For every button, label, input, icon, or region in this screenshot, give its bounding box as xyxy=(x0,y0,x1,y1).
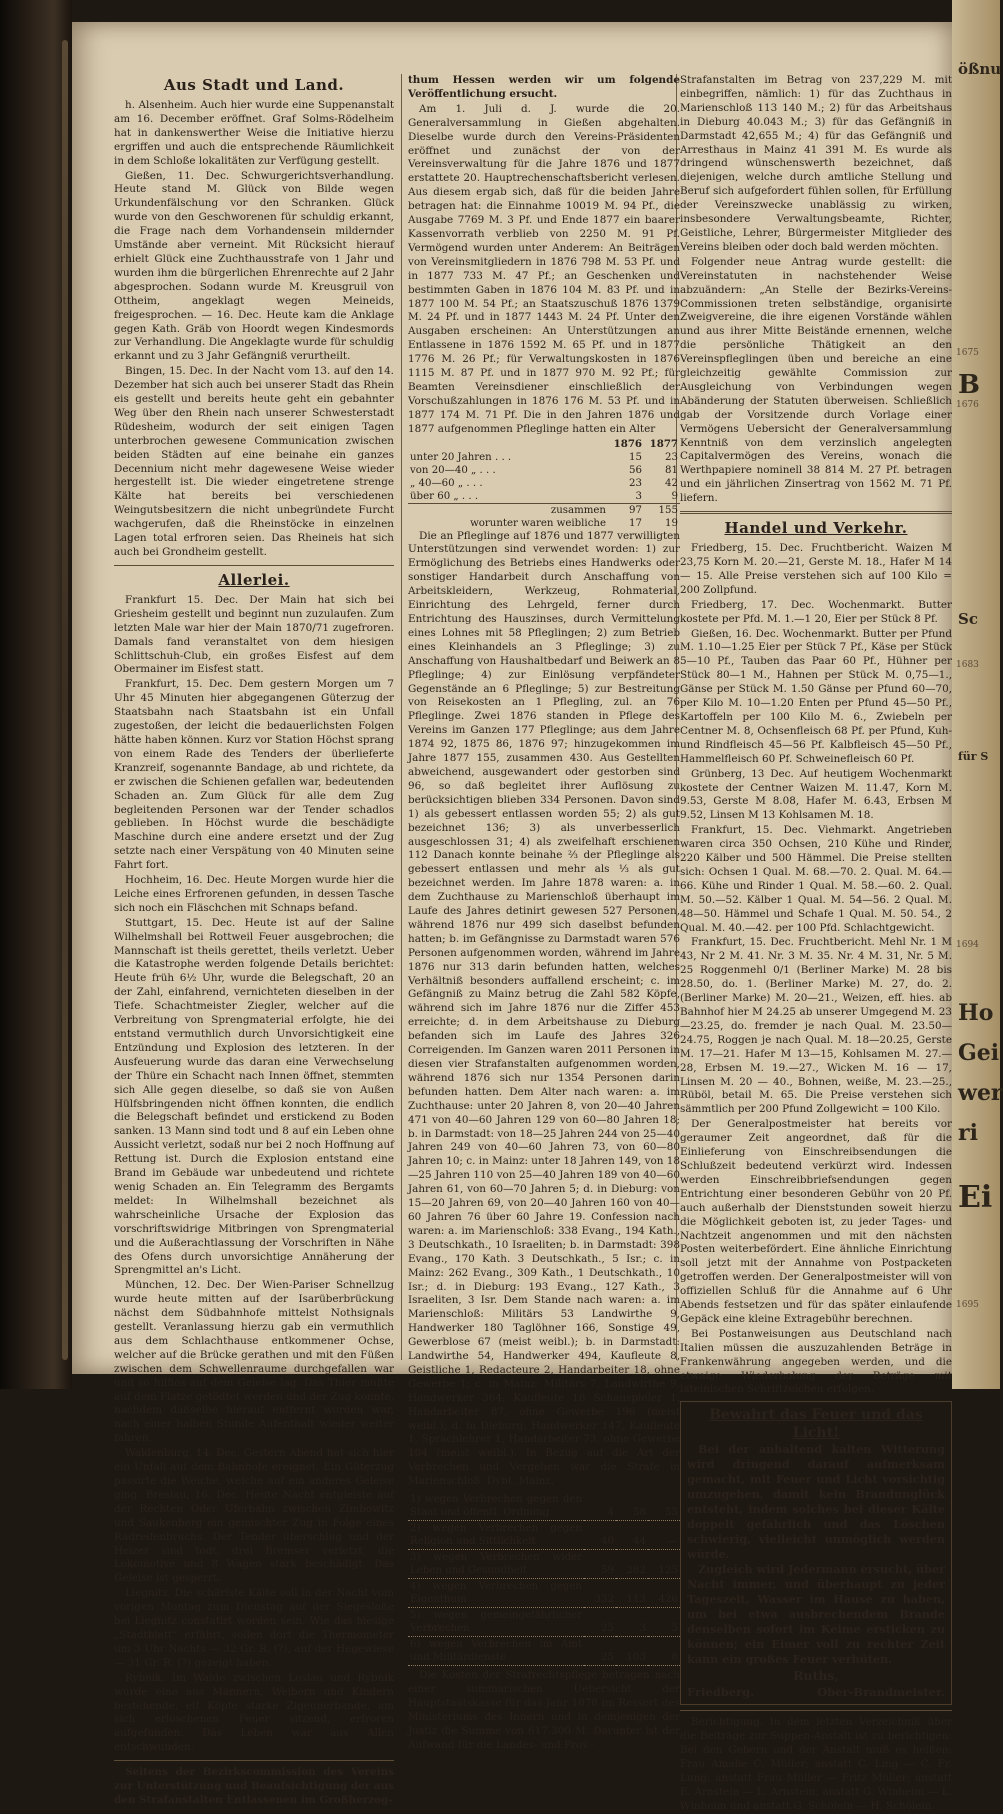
column-trade xyxy=(680,74,952,1812)
edge-fragment: Ho xyxy=(958,1000,994,1026)
year-header: 1877 xyxy=(649,437,678,450)
edge-fragment: ößnu xyxy=(958,60,1002,78)
table-row xyxy=(408,451,680,464)
cell-value: 81 xyxy=(665,464,678,476)
cell-value: 5 xyxy=(648,1608,680,1637)
cell-value: 17 xyxy=(629,517,642,529)
article-paragraph: h. Alsenheim. Auch hier wurde eine Suppenanstalt am 16. December eröffnet. Graf Solms-Rödelheim hat in dankenswerther Weise die Initiative hierzu ergriffen und auch die entsprechende Räumlichkeit in dem Schloße lokalitäten zur Verfügung gestellt. xyxy=(114,99,394,167)
cell-value: 282 xyxy=(616,1550,648,1579)
article-paragraph: Strafanstalten im Betrag von 237,229 M. mit einbegriffen, nämlich: 1) für das Zuchthaus in Marienschloß 113 140 M.; 2) für das Arbeitshaus in Dieburg 40.043 M.; 3) für das Gefängniß in Darmstadt 42,655 M.; 4) für das Gefängniß und Arresthaus in Mainz 41 391 M. Es wurde als dringend wünschenswerth bezeichnet, daß diejenigen, welche durch amtliche Stellung und Beruf sich aufgefordert fühlen sollen, für Erfüllung der Vereinszwecke unablässig zu wirken, insbesondere Verwaltungsbeamte, Richter, Geistliche, Lehrer, Bürgermeister Mitglieder des Vereins bleiben oder doch bald werden möchten. xyxy=(680,74,952,253)
cell-value: 42 xyxy=(665,477,678,489)
table-header-row xyxy=(408,438,680,451)
notice-body: Zugleich wird Jedermann ersucht, über Nacht immer, und überhaupt zu jeder Tageszeit, Wasser im Hause zu haben, um bei etwa ausbrechendem Brande denselben sofort im Keime ersticken zu können; ein Eimer voll zu rechter Zeit kann ein großes Feuer verhüten. xyxy=(687,1562,945,1667)
market-report: Gießen, 16. Dec. Wochenmarkt. Butter per Pfund M. 1.10—1.25 Eier per Stück 7 Pf., Käse per Stück 5—10 Pf., Tauben das Paar 60 Pf., Hühner per Stück 80—1 M., Hahnen per Stück M. 0,75—1., Gänse per Stück M. 1.50 Gänse per Pfund 60—70, per Kilo M. 10—1.20 Enten per Pfund 45—50 Pf., Kartoffeln per 100 Kilo M. 6., Zwiebeln per Centner M. 8, Ochsenfleisch 68 Pf. per Pfund, Kuh- und Rindfleisch 45—56 Pf. Kalbfleisch 45—50 Pf., Hammelfleisch 60 Pf. Schweinefleisch 60 Pf. xyxy=(680,627,952,765)
table-row xyxy=(408,1521,680,1550)
article-paragraph: Folgender neue Antrag wurde gestellt: die Vereinstatuten in nachstehender Weise abzuändern: „An Stelle der Bezirks-Vereins-Commissionen treten selbständige, organisirte Zweigvereine, die ihre eigenen Vorstände wählen und aus ihrer Mitte Beistände ernennen, welche die persönliche Thätigkeit an den Vereinspfleglingen üben und bereiche an eine gleichzeitig gewählte Commission zur Ausgleichung von Verbindungen wegen Abänderung der Statuten überweisen. Schließlich gab der Vorsitzende durch Vorlage einer Vermögens Uebersicht der Generalversammlung Kenntniß von dem verzinslich angelegten Capitalvermögen des Vereins, wonach die Werthpapiere nominell 38 814 M. 27 Pf. betragen und ein jährlichen Zinsertrag von 1562 M. 71 Pf. liefern. xyxy=(680,255,952,505)
cell-value: 113 xyxy=(616,1579,648,1608)
cell-value: 40 xyxy=(584,1521,616,1550)
cell-value: 23 xyxy=(629,477,642,489)
notice-signer: Ruths, xyxy=(793,1668,839,1684)
correction-notice: Berichtigung. In dem letzten Verzeichniß über die Beiträge zur Suppen-Anstalt ist zu berichtigen: Bei den Gebern und der Anstalt muß es heißen: Frau Amalie C. Müller; anstatt C. Ling — C. Fr. Lung; anstatt Frau Müller — Fritz Müller; anstatt E. Arnstein — L. Arnstein; anstatt G. Winheim — L. Winheim und anstatt G. Schölein — H. Schölein. xyxy=(680,1716,952,1812)
cell-value: 125 xyxy=(648,1550,680,1579)
year-header: 1876 xyxy=(613,437,642,450)
edge-fragment: Gei xyxy=(958,1040,1000,1066)
notice-place: Friedberg. xyxy=(687,1685,755,1700)
book-binding xyxy=(0,0,72,1389)
market-report: Frankfurt, 15. Dec. Viehmarkt. Angetrieben waren circa 350 Ochsen, 210 Kühe und Rinder, 220 Kälber und 500 Hämmel. Die Preise stellten sich: Ochsen 1 Qual. M. 68.—70. 2. Qual. M. 64.—66. Kühe und Rinder 1 Qual. M. 58.—60. 2. Qual. M. 50.—52. Kälber 1 Qual. M. 54—56. 2 Qual. M. 48—50. Hämmel und Schafe 1 Qual. M. 50. 54., 2 Qual. M. 40.—42. per 100 Pfd. Schlachtgewicht. xyxy=(680,824,952,934)
column-local-news xyxy=(114,74,394,1806)
age-statistics-table xyxy=(408,438,680,530)
article-paragraph: Seitens der Bezirkscommission des Vereins zur Unterstützung und Beaufsichtigung der aus den Strafanstalten Entlassenen im Großherzog- xyxy=(114,1766,394,1806)
article-paragraph: Die an Pfleglinge auf 1876 und 1877 verwilligten Unterstützungen sind verwendet worden: 1) zur Ermöglichung des Betriebs eines Handwerks oder sonstiger Handarbeit durch Anschaffung von Arbeitskleidern, Werkzeug, Rohmaterial, Einrichtung des Lehrgeld, ferner durch Entrichtung des Hauszinses, durch Vermittelung eines Lohnes mit 58 Pfleglingen; 2) zum Betrieb eines Kleinhandels an 3 Pfleglinge; 3) zu Anschaffung von Haushaltbedarf und Beiwerk an 8 Pfleglinge; 4) zur Einlösung verpfändeter Gegenstände an 6 Pfleglinge; 5) zur Bestreitung von Reisekosten an 1 Pflegling, zul. an 76 Pfleglinge. Zwei 1876 standen in Pflege des Vereins im Ganzen 177 Pfleglinge; aus dem Jahre 1874 92, 1875 86, 1876 97; hinzugekommen im Jahre 1877 155, zusammen 430. Aus Gestellten abweichend, ausgewandert oder gestorben sind 96, so daß begleitet ihrer Auflösung zu berücksichtigen blieben 334 Personen. Davon sind 1) als gebessert entlassen worden 55; 2) als gut bezeichnet 136; 3) als unverbesserlich ausgeschlossen 31; 4) als zweifelhaft erschienen 112 Danach konnte beinahe ⅔ der Pfleglinge als gebessert entlassen und mehr als ⅓ als gut bezeichnet werden. Im Jahre 1878 waren: a. in dem Zuchthause zu Marienschloß überhaupt im Laufe des Jahres detinirt gewesen 527 Personen, während 1876 nur 499 sich daselbst befunden hatten; b. im Gefängnisse zu Darmstadt waren 576 Personen aufgenommen worden, während im Jahre 1876 nur 313 darin befunden hatten, welches Verhältniß besonders auffallend erscheint; c. im Gefängniß zu Mainz betrug die Zahl 582 Köpfe, während sich im Jahre 1876 nur die Ziffer 453 erreichte; d. in dem Arbeitshause zu Dieburg befanden sich im Laufe des Jahres 326 Correigenden. Im Ganzen waren 2011 Personen in diesen vier Strafanstalten aufgenommen worden, während 1876 sich nur 1354 Personen darin befunden hatten. Dem Alter nach waren: a. im Zuchthause: unter 20 Jahren 8, von 20—40 Jahren 471 von 40—60 Jahren 129 von 60—80 Jahren 18; b. in Darmstadt: von 18—25 Jahren 244 von 25—40 Jahren 249 von 40—60 Jahren 73, von 60—80 Jahren 10; c. in Mainz: unter 18 Jahren 149, von 18—25 Jahren 110 von 25—40 Jahren 189 von 40—60 Jahren 61, von 60—70 Jahren 5; d. in Dieburg: von 15—20 Jahren 69, von 20—40 Jahren 160 von 40—60 Jahren 76 über 60 Jahre 19. Confession nach waren: a. im Marienschloß: 338 Evang., 194 Kath., 3 Deutschkath., 10 Israeliten; b. in Darmstadt: 398 Evang., 170 Kath. 3 Deutschkath., 5 Isr.; c. in Mainz: 262 Evang., 309 Kath., 1 Deutschkath., 10 Isr.; d. in Dieburg: 193 Evang., 127 Kath., 3 Israeliten, 3 Isr. Dem Stande nach waren: a. im Marienschloß: Militärs 53 Landwirthe 9, Handwerker 180 Taglöhner 166, Sonstige 49, Gewerblose 67 (meist weibl.); b. in Darmstadt: Landwirthe 54, Handwerker 494, Kaufleute 8, Geistliche 1, Redacteure 2, Handarbeiter 18, ohne Gewerbe 1; c. in Mainz: Militärs 7, Landwirthe 9, Handwerker 364, Kaufleute 18 Schauspieler 1, Handarbeiter 87, ohne Gewerbe 196 (meist weibl.); d. in Dieburg: Handwerker 147, Kaufleute 1, Sprachlehrer 1, Handarbeiter 73, ohne Gewerbe 104 (meist weibl.). In Bezug auf die Art der Verbrechen und Vergehen war die Strafe in Marienschloß. Dybt. Mainz. xyxy=(408,529,680,1488)
notice-title: Bewahrt das Feuer und das Licht! xyxy=(709,1407,923,1442)
table-row xyxy=(408,517,680,530)
article-paragraph: Bingen, 15. Dec. In der Nacht vom 13. auf den 14. Dezember hat sich auch bei unserer Stadt das Rhein eis gestellt und bereits heute geht ein gebahnter Weg über den Rhein nach unserer Schwesterstadt Rüdesheim, wodurch der seit einigen Tagen unterbrochen gewesene Communication zwischen beiden Städten auf eine beinahe ein ganzes Decennium nicht mehr dagewesene Weise wieder hergestellt ist. Die wieder eingetretene strenge Kälte hat bereits bei verschiedenen Weingutsbesitzern die nicht unbegründete Furcht wachgerufen, daß die Rheinstöcke in einzelnen Lagen total erfroren seien. Das Rheineis hat sich auch bei Grondheim gestellt. xyxy=(114,365,394,558)
row-label: 1) wegen Verbrechen gegen den Staat und öffentl. Ordnung xyxy=(408,1492,584,1521)
cell-value: 4 xyxy=(584,1492,616,1521)
edge-fragment: Sc xyxy=(958,610,978,628)
cell-value: 44 xyxy=(616,1521,648,1550)
edge-mark: 1676 xyxy=(956,400,979,410)
cell-value: 8 xyxy=(648,1637,680,1666)
adjacent-page-edge xyxy=(952,0,1003,1389)
cell-value: — xyxy=(648,1521,680,1550)
divider xyxy=(680,511,952,514)
article-paragraph: Waldenburg, 14. Dec. Gestern Abend hat sich hier ein Unfall auf dem Bahnhofe ereignet. Ein Güterzug passirte die Weiche, welche auf ein anderes Geleise ging. Breslau, 16. Dec. Heute Nacht entgleiste auf der Rechten Oder Uferbahn zwischen Zimbowitz und Saukenberg ein gemischter Zug in Folge eines Radreifenbruchs. Der Tender überschlug und der Heizer sind todt, drei Bremser verletzt, die Lokomotive und 8 Wagen stark beschädigt. Das Geleise ist gesperrt. xyxy=(114,1447,394,1585)
table-row xyxy=(408,1550,680,1579)
row-label: 4) wegen Verbrechen gegen Eigenthum xyxy=(408,1579,584,1608)
cell-value: 155 xyxy=(644,503,680,517)
edge-fragment: wer xyxy=(958,1080,1003,1106)
section-heading-miscellany: Allerlei. xyxy=(218,570,290,589)
divider xyxy=(114,565,394,566)
edge-mark: 1694 xyxy=(956,940,979,950)
cell-value: 19 xyxy=(665,517,678,529)
article-paragraph: Frankfurt, 15. Dec. Dem gestern Morgen um 7 Uhr 45 Minuten hier abgegangenen Güterzug der Staatsbahn nach Staatsbahn ist ein Unfall zugestoßen, der leicht die bedauerlichsten Folgen hätte haben können. Kurz vor Station Höchst sprang von einem Rade des Tenders der überlieferte Kranzreif, sogenannte Bandage, ab und richtete, da er zwischen die Schienen gefallen war, bedeutenden Schaden an. Zum Glück für alle dem Zug begleitenden Personen war der Tender schadlos geblieben. In Höchst wurde die beschädigte Maschine durch eine andere ersetzt und der Zug setzte nach einer Verspätung von 40 Minuten seine Fahrt fort. xyxy=(114,678,394,872)
table-row xyxy=(408,1492,680,1521)
edge-mark: 1695 xyxy=(956,1300,979,1310)
row-label: „ 40—60 „ . . . xyxy=(410,477,483,489)
column-society-report xyxy=(408,74,680,1751)
section-heading-trade: Handel und Verkehr. xyxy=(724,519,908,538)
table-sum-row xyxy=(408,503,680,517)
article-paragraph: Liegnitz. Die schärfste Kälte soll in der Nacht vom vorigen Montag zum Dienstag auf der Siegesloße bei Liegnitz constatirt worden sein. Wie das hiesige „Stadtblatt“ erfährt, sollen dort die Thermometer um 3 Uhr Nachts — 32 Gr. R. (?), auf der Hegewiese — 31 Gr. R. (?) gezeigt haben. xyxy=(114,1587,394,1669)
article-paragraph: Am 1. Juli d. J. wurde die 20. Generalversammlung in Gießen abgehalten. Dieselbe wurde durch den Vereins-Präsidenten eröffnet und zunächst der von der Vereinsverwaltung für die Jahre 1876 und 1877 erstattete 20. Hauptrechenschaftsbericht verlesen. Aus diesem ergab sich, daß für die beiden Jahre betragen hat: die Einnahme 10019 M. 94 Pf., die Ausgabe 7769 M. 3 Pf. und Ende 1877 ein baarer Kassenvorrath verblieb von 2250 M. 91 Pf. Vermögend wurden unter Anderem: An Beiträgen von Vereinsmitgliedern in 1876 798 M. 53 Pf. und in 1877 733 M. 47 Pf.; an Geschenken und bestimmten Gaben in 1876 104 M. 83 Pf. und in 1877 100 M. 54 Pf.; an Staatszuschuß 1876 1379 M. 24 Pf. und in 1877 1443 M. 24 Pf. Unter den Ausgaben erscheinen: An Unterstützungen an Entlassene in 1876 1592 M. 65 Pf. und in 1877 1776 M. 26 Pf.; für Verwaltungskosten in 1876 1115 M. 87 Pf. und in 1877 970 M. 92 Pf.; für Beamten Vereinsdiener einschließlich der Vorschußzahlungen in 1876 176 M. 53 Pf. und in 1877 174 M. 71 Pf. Die in den Jahren 1876 und 1877 aufgenommen Pfleglinge hatten ein Alter xyxy=(408,102,680,435)
edge-mark: 1683 xyxy=(956,660,979,670)
edge-fragment: für S xyxy=(958,750,989,763)
cell-value: 59 xyxy=(584,1550,616,1579)
table-row xyxy=(408,1579,680,1608)
edge-fragment: ri xyxy=(958,1120,978,1146)
row-label: 5) wegen gemeingefährlicher Verbrechen xyxy=(408,1608,584,1637)
market-report: Grünberg, 13 Dec. Auf heutigem Wochenmarkt kostete der Centner Waizen M. 11.47, Korn M. 9.53, Gerste M 8.08, Hafer M. 6.43, Erbsen M 9.52, Linsen M 13 Kohlsamen M. 18. xyxy=(680,767,952,822)
market-report: Friedberg, 17. Dec. Wochenmarkt. Butter kostete per Pfd. M. 1.—1 20, Eier per Stück 8 Pf. xyxy=(680,598,952,625)
notice-role: Ober-Brandmeister. xyxy=(817,1685,945,1700)
article-paragraph: Frankfurt 15. Dec. Der Main hat sich bei Griesheim gestellt und beginnt nun zuzulaufen. Zum letzten Male war hier der Main 1870/71 zugefroren. Damals fand veranstaltet von dem hiesigen Schlittschuh-Club, ein großes Eisfest auf dem Obermainer im Eisfest statt. xyxy=(114,593,394,676)
divider xyxy=(680,1710,952,1711)
cell-value: 3 xyxy=(616,1608,648,1637)
cell-value: 56 xyxy=(629,464,642,476)
article-paragraph: Die Kosten der Strafrechtspflege betragen nach einer summarischen Uebersicht der Hauptstaatskasse für das Jahr 1878 im Ressort des Ministeriums des Innern und in demjenigen der Justiz die Summe von 617.300 M. Darunter ist der Aufwand für die Landes- und Prov.- xyxy=(408,1669,680,1751)
row-label: 6) wegen Verbrechen im Amt und Militärdienste xyxy=(408,1637,584,1666)
cell-value: 25 xyxy=(584,1637,616,1666)
row-label: 3) wegen Verbrechen wider Leben und Gesundheit xyxy=(408,1550,584,1579)
article-paragraph: Gießen, 11. Dec. Schwurgerichtsverhandlung. Heute stand M. Glück von Bilde wegen Urkundenfälschung vor den Schranken. Glück wurde von den Geschworenen für schuldig erkannt, die Frage nach dem Vorhandensein mildernder Umstände aber verneint. Mit Rücksicht hierauf erhielt Glück eine Zuchthausstrafe von 1 Jahr und wurden ihm die bürgerlichen Ehrenrechte auf 2 Jahr abgesprochen. Sodann wurde M. Kreusgruil von Ottheim, angeklagt wegen Meineids, freigesprochen. — 16. Dec. Heute kam die Anklage gegen Kath. Gräb von Hoordt wegen Kindesmords zur Verhandlung. Die Angeklagte wurde für schuldig erkannt und zu 3 Jahr Gefängniß verurtheilt. xyxy=(114,169,394,363)
table-row xyxy=(408,490,680,504)
table-row xyxy=(408,1637,680,1666)
edge-mark: 1675 xyxy=(956,348,979,358)
cell-value: 23 xyxy=(665,451,678,463)
article-paragraph: Stuttgart, 15. Dec. Heute ist auf der Saline Wilhelmshall bei Rottweil Feuer ausgebrochen; die Mannschaft ist theils gerettet, theils verletzt. Ueber die Katastrophe werden folgende Details berichtet: Heute früh 6½ Uhr, wurde die Belegschaft, 20 an der Zahl, einfahrend, vernichteten dieselben in der Tiefe. Schachtmeister Ziegler, welcher auf die Verbreitung von Sprengmaterial erfolgte, hie dei entstand vermuthlich durch Unvorsichtigkeit eine Entzündung und Explosion des letzteren. In der Ausfeuerung wurde das daran eine Verwechselung der Thüre ein Schacht nach Innen öffnet, stemmten sich Alle gegen dieselbe, so daß sie von Außen Hülfsbringenden nicht öffnen konnten, die endlich die Belegschaft befindet und erstickend zu Boden sanken. 13 Mann sind todt und 8 auf ein Leben ohne Aussicht verletzt, sodaß nur bei 2 noch Hoffnung auf Rettung ist. Durch die Explosion entstand eine Brand im Gebäude war unbedeutend und richtete wenig Schaden an. Ein Telegramm des Bergamts meldet: In Wilhelmshall bezeichnet als wahrscheinliche Ursache der Explosion das vorschriftswidrige Mitbringen von Sprengmaterial und die Außerachtlassung der Vorschriften in Nähe des Ofens durch unvorsichtige Annäherung der Sprengmittel an's Licht. xyxy=(114,916,394,1277)
crime-statistics-table xyxy=(408,1492,680,1666)
article-paragraph: Rybnik. Im Walde zwischen Loslau und Rybnik wurde eine aus Männern, Weibern und Kindern bestehende, elf Köpfe starke Zigeunerbande, am sich erloschenen Feuer sitzend, erfroren aufgefunden. Das Leben war aus Allen entschwunden. xyxy=(114,1671,394,1754)
cell-value: 332 xyxy=(584,1579,616,1608)
market-report: Der Generalpostmeister hat bereits vor geraumer Zeit angeordnet, daß für die Einlieferung von Einschreibsendungen die Schlußzeit bedeutend verkürzt wird. Indessen werden Einschreibbriefsendungen gegen Entrichtung einer besonderen Gebühr von 20 Pf. auch außerhalb der Dienststunden soweit hierzu die Möglichkeit geboten ist, zu jeder Tages- und Nachtzeit angenommen und mit den nächsten Posten weiterbefördert. Eine ähnliche Einrichtung soll jetzt mit der Annahme von Postpacketen getroffen werden. Der Generalpostmeister will von offiziellen Schluß für die Annahme auf 6 Uhr Abends festsetzen und für das später einlaufende Gepäck eine kleine Extragebühr berechnen. xyxy=(680,1118,952,1325)
row-label: über 60 „ . . . xyxy=(410,490,479,502)
row-label: zusammen xyxy=(408,503,608,517)
article-paragraph: Hochheim, 16. Dec. Heute Morgen wurde hier die Leiche eines Erfrorenen gefunden, in dessen Tasche sich noch ein Fläschchen mit Schnaps befand. xyxy=(114,874,394,914)
article-lead: thum Hessen werden wir um folgende Veröffentlichung ersucht. xyxy=(408,74,680,100)
article-paragraph: München, 12. Dec. Der Wien-Pariser Schnellzug wurde heute mitten auf der Isarüberbrückung nächst dem Südbahnhofe mittelst Nothsignals gestellt. Veranlassung hierzu gab ein vermuthlich aus dem Schlachthause entkommener Ochse, welcher auf die Brücke gerathen und mit den Füßen zwischen dem Schwellenraume durchgefallen war und so hilflos auf dem Geleise lag. Das Thier mußte auf dem Platze getödtet werden und der Zug konnte, nachdem daßselbe hierauf entfernt worden war, nach einer halben Stunde Aufenthalt wieder weiter fahren. xyxy=(114,1279,394,1445)
column-rule xyxy=(401,74,402,1360)
fire-warning-notice xyxy=(680,1401,952,1705)
market-report: Frankfurt, 15. Dec. Fruchtbericht. Mehl Nr. 1 M 43, Nr 2 M. 41. Nr. 3 M. 35. Nr. 4 M. 31, Nr. 5 M. 25 Roggenmehl 0/1 (Berliner Marke) M. 28 bis 28.50, do. 1. (Berliner Marke) M. 27, do. 2. (Berliner Marke) M. 20—21., Weizen, eff. hies. ab Bahnhof hier M 24.25 ab unserer Umgegend M. 23—23.25, do. fremder je nach Qual. M. 23.50—24.75, Roggen je nach Qual. M. 18—20.25, Gerste M. 17—21. Hafer M 13—15, Kohlsamen M. 27.—28, Erbsen M. 19.—27., Wicken M. 16 — 17, Linsen M. 20 — 40., Bohnen, weiße, M. 23.—25., Rüböl, betail M. 65. Die Preise verstehen sich sämmtlich per 200 Pfund Zollgewicht = 100 Kilo. xyxy=(680,936,952,1116)
table-row xyxy=(408,1608,680,1637)
market-report: Bei Postanweisungen aus Deutschland nach Italien müssen die auszuzahlenden Beträge in Frankenwährung angegeben werden, und die etwaige Wiederholung der Beträge mit lateinischen Schriftzeichen erfolgen. xyxy=(680,1327,952,1396)
newspaper-page xyxy=(72,22,952,1812)
cell-value: 97 xyxy=(608,503,644,517)
edge-fragment: Ei xyxy=(958,1180,993,1215)
cell-value: 25 xyxy=(584,1608,616,1637)
divider xyxy=(114,1760,394,1761)
notice-body: Bei der anhaltend kalten Witterung wird dringend darauf aufmerksam gemacht, mit Feuer und Licht vorsichtig umzugehen, damit kein Brandunglück entsteht, indem solches bei dieser Kälte doppelt gefährlich und das Löschen schwierig, vielleicht unmöglich werden würde. xyxy=(687,1442,945,1562)
section-heading-local: Aus Stadt und Land. xyxy=(163,76,345,94)
table-row xyxy=(408,477,680,490)
cell-value: 55 xyxy=(648,1492,680,1521)
row-label: unter 20 Jahren . . . xyxy=(410,451,512,463)
edge-fragment: B xyxy=(958,370,980,400)
table-row xyxy=(408,464,680,477)
row-label: von 20—40 „ . . . xyxy=(410,464,496,476)
cell-value: 58 xyxy=(616,1492,648,1521)
row-label: 2) wegen Verbrechen gegen Religion und Sittlichkeit xyxy=(408,1521,584,1550)
cell-value: 3 xyxy=(635,490,642,502)
cell-value: 426 xyxy=(648,1579,680,1608)
row-label: worunter waren weibliche xyxy=(470,517,606,529)
cell-value: 15 xyxy=(629,451,642,463)
notice-place-line xyxy=(687,1684,945,1700)
market-report: Friedberg, 15. Dec. Fruchtbericht. Waizen M 23,75 Korn M. 20.—21, Gerste M. 18., Hafer M 14 — 15. Alle Preise verstehen sich auf 100 Kilo = 200 Zollpfund. xyxy=(680,542,952,596)
cell-value: 103 xyxy=(616,1637,648,1666)
cell-value: 9 xyxy=(671,490,678,502)
